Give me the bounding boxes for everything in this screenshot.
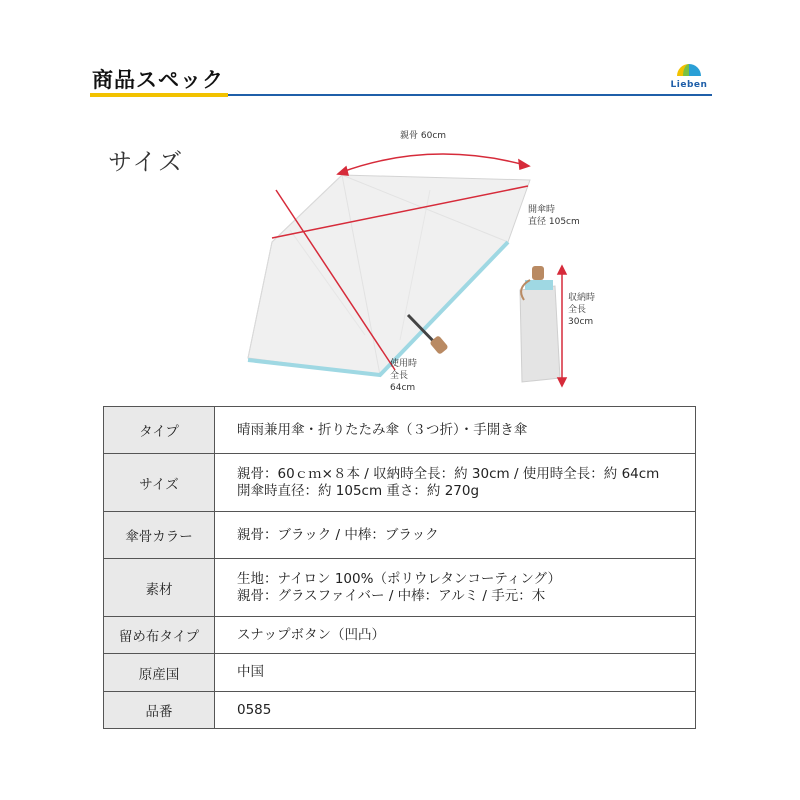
spec-value-line: 晴雨兼用傘・折りたたみ傘（３つ折）・手開き傘 — [237, 421, 528, 438]
spec-label: サイズ — [104, 454, 215, 512]
spec-table — [103, 406, 696, 729]
spec-label: 傘骨カラー — [104, 512, 215, 559]
spec-row-size — [104, 454, 696, 512]
in-use-length-label-line: 使用時 — [390, 359, 418, 369]
open-diameter-label-line: 直径 105cm — [528, 217, 580, 227]
in-use-length-label — [390, 358, 417, 394]
stored-length-label-line: 30cm — [568, 317, 594, 327]
spec-row-frame-color — [104, 512, 696, 559]
rib-length-label: 親骨 60cm — [400, 131, 447, 141]
spec-row-product-number — [104, 692, 696, 729]
spec-value — [215, 692, 696, 729]
spec-value — [215, 407, 696, 454]
spec-value-line: スナップボタン（凹凸） — [237, 626, 385, 643]
in-use-length-label-line: 全長 — [390, 371, 409, 381]
stored-length-label-line: 収納時 — [568, 293, 596, 303]
spec-row-material — [104, 559, 696, 617]
spec-label: 品番 — [104, 692, 215, 729]
spec-value-line: 開傘時直径：約 105cm 重さ：約 270g — [237, 482, 480, 499]
spec-value-line: 0585 — [237, 701, 272, 718]
brand-logo — [664, 54, 714, 94]
open-diameter-label — [528, 204, 580, 228]
spec-label: タイプ — [104, 407, 215, 454]
umbrella-illustration — [230, 120, 610, 395]
section-title: サイズ — [108, 148, 185, 176]
spec-value — [215, 617, 696, 654]
in-use-length-label-line: 64cm — [390, 383, 416, 393]
umbrella-logo-icon — [664, 54, 714, 82]
brand-logo-text: Lieben — [670, 80, 708, 90]
spec-value-line: 親骨：60ｃｍ×８本 / 収納時全長：約 30cm / 使用時全長：約 64cm — [237, 465, 660, 482]
stored-length-label-line: 全長 — [568, 305, 587, 315]
spec-label: 留め布タイプ — [104, 617, 215, 654]
page-title: 商品スペック — [92, 68, 224, 92]
spec-value — [215, 654, 696, 692]
spec-row-fastener — [104, 617, 696, 654]
spec-label: 素材 — [104, 559, 215, 617]
spec-value — [215, 512, 696, 559]
spec-row-origin — [104, 654, 696, 692]
title-underline — [228, 94, 712, 96]
spec-value-line: 中国 — [237, 664, 264, 680]
spec-value-line: 親骨：ブラック / 中棒：ブラック — [237, 526, 439, 543]
spec-value-line: 生地：ナイロン 100%（ポリウレタンコーティング） — [237, 570, 561, 587]
spec-value-line: 親骨：グラスファイバー / 中棒：アルミ / 手元：木 — [237, 587, 546, 604]
spec-value — [215, 454, 696, 512]
title-underline-accent — [90, 93, 228, 97]
spec-value — [215, 559, 696, 617]
spec-row-type — [104, 407, 696, 454]
stored-length-label — [568, 292, 595, 328]
size-diagram — [230, 120, 610, 395]
spec-label: 原産国 — [104, 654, 215, 692]
open-diameter-label-line: 開傘時 — [528, 205, 556, 215]
